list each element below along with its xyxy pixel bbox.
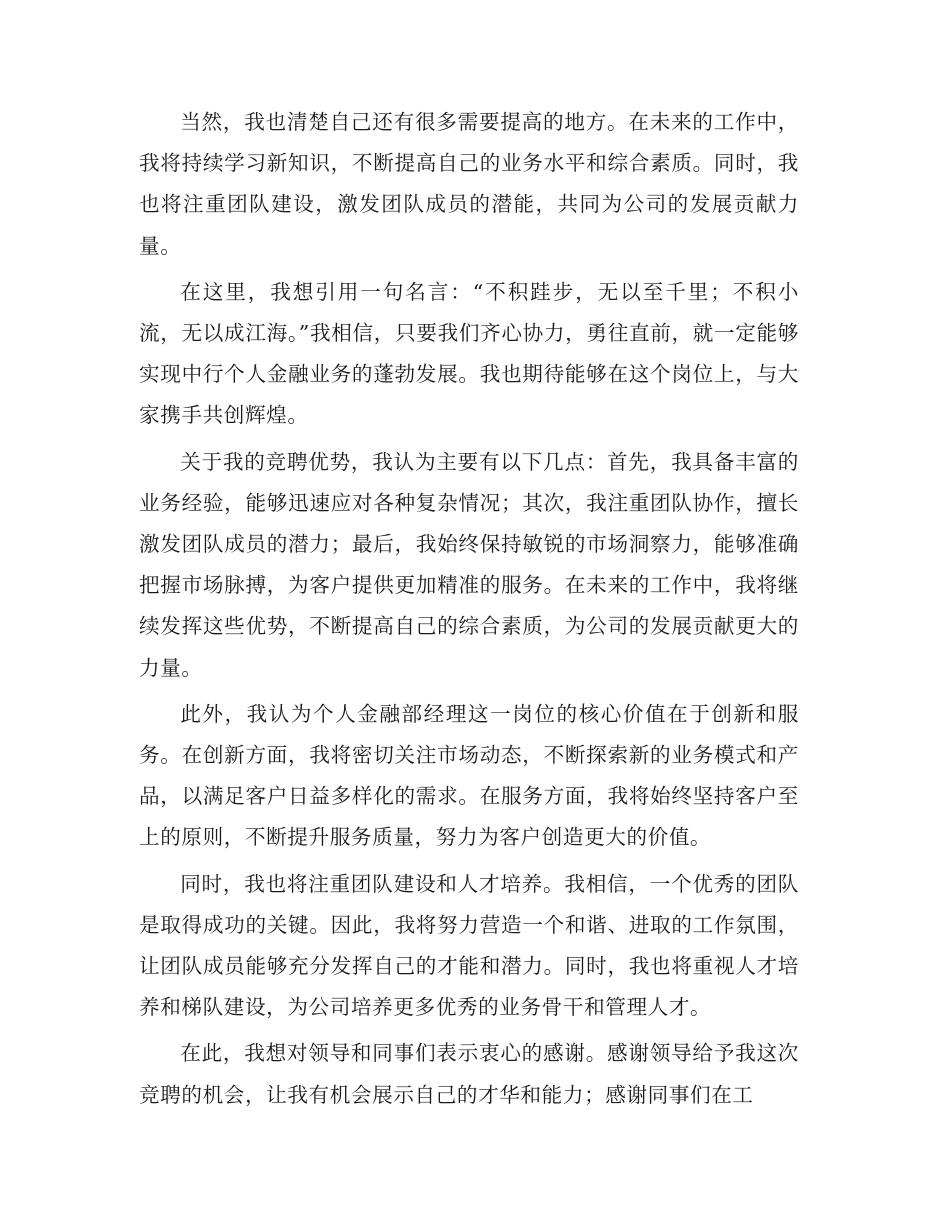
paragraph-1: 当然，我也清楚自己还有很多需要提高的地方。在未来的工作中，我将持续学习新知识，不断提高自己的业务水平和综合素质。同时，我也将注重团队建设，激发团队成员的潜能，共同为公司的发展贡献力量。: [139, 110, 799, 258]
paragraph-2: 在这里，我想引用一句名言：“不积跬步，无以至千里；不积小流，无以成江海。”我相信，只要我们齐心协力，勇往直前，就一定能够实现中行个人金融业务的蓬勃发展。我也期待能够在这个岗位上，与大家携手共创辉煌。: [139, 279, 799, 428]
document-body: [139, 102, 799, 1121]
paragraph-5: 同时，我也将注重团队建设和人才培养。我相信，一个优秀的团队是取得成功的关键。因此，我将努力营造一个和谐、进取的工作氛围，让团队成员能够充分发挥自己的才能和潜力。同时，我也将重视人才培养和梯队建设，为公司培养更多优秀的业务骨干和管理人才。: [139, 871, 799, 1020]
paragraph-4: 此外，我认为个人金融部经理这一岗位的核心价值在于创新和服务。在创新方面，我将密切关注市场动态，不断探索新的业务模式和产品，以满足客户日益多样化的需求。在服务方面，我将始终坚持客户至上的原则，不断提升服务质量，努力为客户创造更大的价值。: [139, 701, 799, 850]
paragraph-6: 在此，我想对领导和同事们表示衷心的感谢。感谢领导给予我这次竞聘的机会，让我有机会展示自己的才华和能力；感谢同事们在工: [139, 1041, 799, 1107]
paragraph-3: 关于我的竞聘优势，我认为主要有以下几点：首先，我具备丰富的业务经验，能够迅速应对各种复杂情况；其次，我注重团队协作，擅长激发团队成员的潜力；最后，我始终保持敏锐的市场洞察力，能够准确把握市场脉搏，为客户提供更加精准的服务。在未来的工作中，我将继续发挥这些优势，不断提高自己的综合素质，为公司的发展贡献更大的力量。: [139, 449, 799, 680]
